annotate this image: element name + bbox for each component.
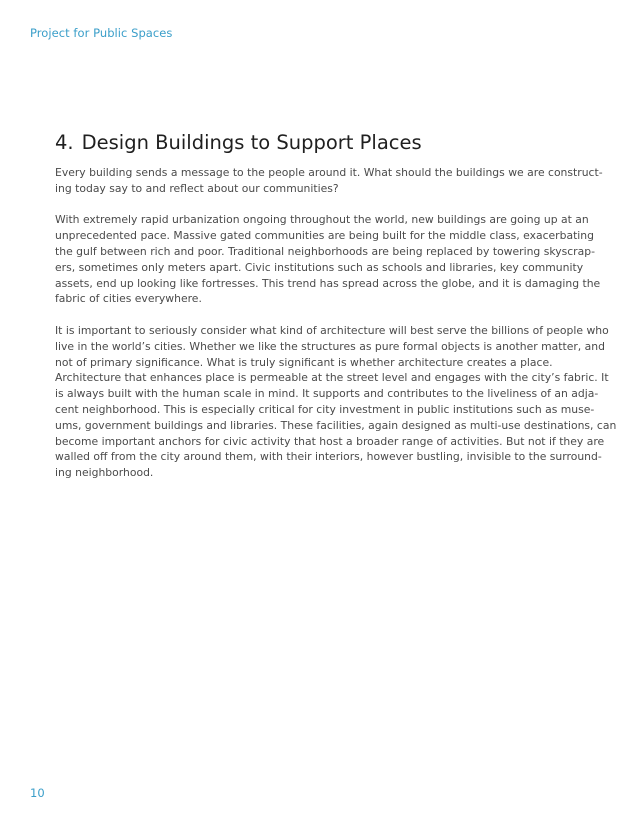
text-line: the gulf between rich and poor. Traditional neighborhoods are being replaced by towering skyscrap-: [55, 244, 595, 258]
text-line: become important anchors for civic activity that host a broader range of activities. But not if they are: [55, 434, 605, 448]
text-line: With extremely rapid urbanization ongoing throughout the world, new buildings are going up at an: [55, 213, 589, 227]
section-title-text: Design Buildings to Support Places: [81, 131, 422, 154]
text-line: live in the world’s cities. Whether we like the structures as pure formal objects is another matter, and: [55, 339, 605, 353]
text-line: cent neighborhood. This is especially critical for city investment in public institutions such as muse-: [55, 402, 595, 416]
text-line: ums, government buildings and libraries. These facilities, again designed as multi-use destinations, can: [55, 418, 617, 432]
text-line: not of primary significance. What is truly significant is whether architecture creates a place.: [55, 355, 553, 369]
text-line: ers, sometimes only meters apart. Civic institutions such as schools and libraries, key community: [55, 260, 584, 274]
page-number: 10: [30, 786, 45, 800]
text-line: walled off from the city around them, with their interiors, however bustling, invisible to the surround-: [55, 450, 602, 464]
text-line: It is important to seriously consider what kind of architecture will best serve the billions of people who: [55, 323, 609, 337]
text-line: assets, end up looking like fortresses. This trend has spread across the globe, and it is damaging the: [55, 276, 601, 290]
text-line: is always built with the human scale in mind. It supports and contributes to the liveliness of an adja-: [55, 387, 599, 401]
text-line: fabric of cities everywhere.: [55, 292, 202, 306]
paragraph: [55, 165, 603, 197]
text-line: ing neighborhood.: [55, 466, 154, 480]
text-line: unprecedented pace. Massive gated communities are being built for the middle class, exacerbating: [55, 229, 594, 243]
paragraph: [55, 323, 617, 481]
paragraph: [55, 212, 601, 307]
text-line: Architecture that enhances place is permeable at the street level and engages with the city’s fabric. It: [55, 371, 609, 385]
running-header: Project for Public Spaces: [30, 26, 173, 40]
section-number: 4.: [55, 131, 74, 154]
section-title: [55, 131, 422, 154]
text-line: Every building sends a message to the people around it. What should the buildings we are construct-: [55, 166, 603, 179]
text-line: ing today say to and reflect about our communities?: [55, 181, 339, 195]
body-text: [55, 165, 617, 497]
